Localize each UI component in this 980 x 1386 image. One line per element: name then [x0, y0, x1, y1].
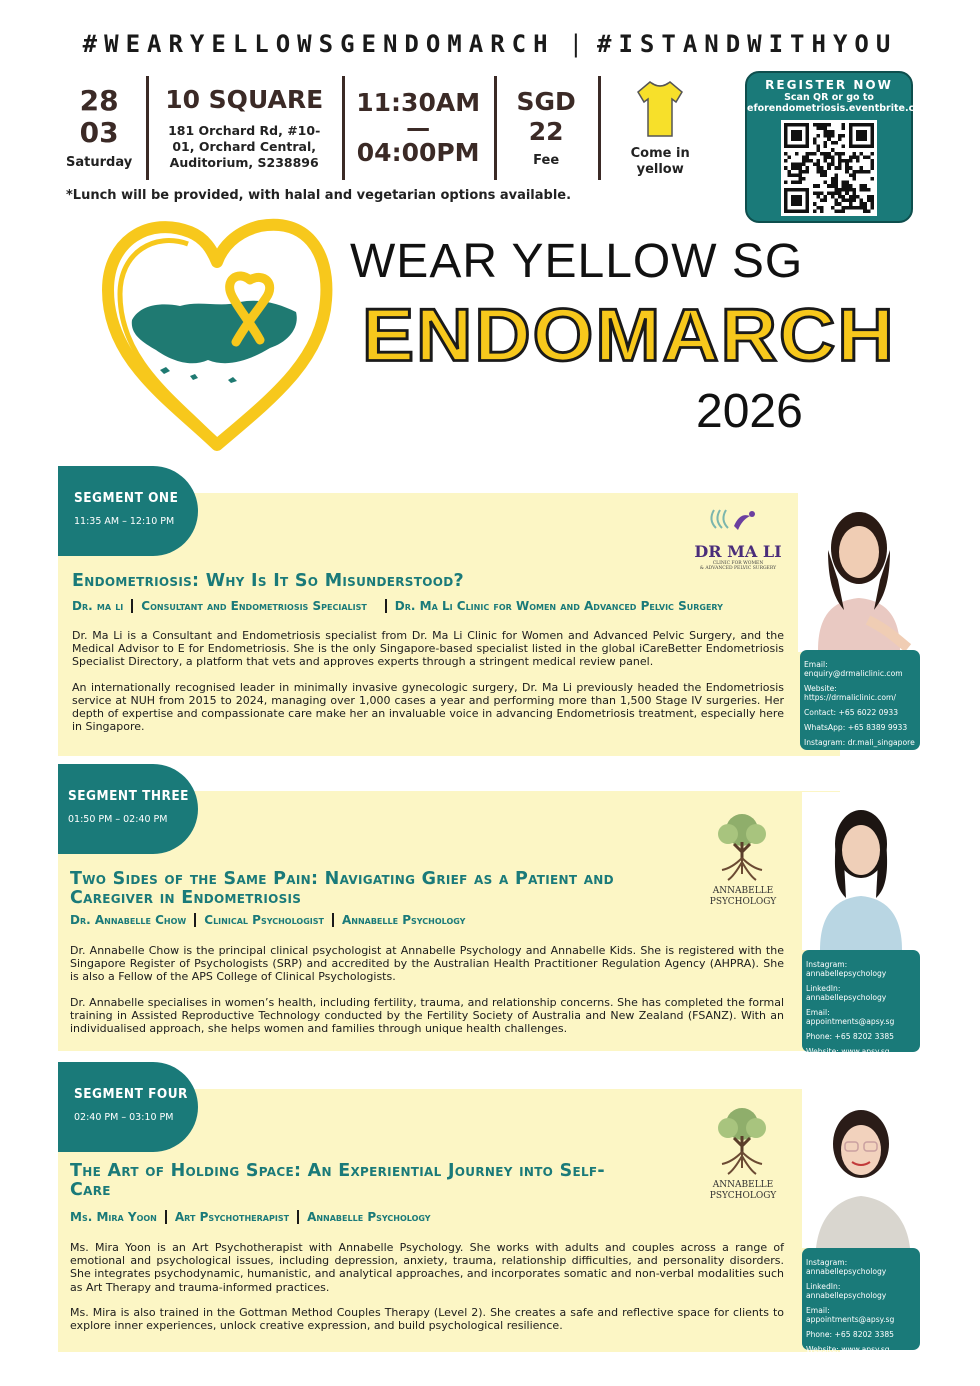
- dress-label: Come in yellow: [630, 146, 690, 177]
- title-year: 2026: [696, 385, 803, 438]
- contact-email[interactable]: Email: appointments@apsy.sg: [806, 1306, 895, 1324]
- title-wear-yellow: WEAR YELLOW SG: [350, 235, 804, 288]
- qr-code[interactable]: [781, 120, 877, 216]
- contact-email[interactable]: Email: enquiry@drmaliclinic.com: [804, 660, 903, 678]
- time-start: 11:30AM: [356, 88, 481, 117]
- speaker-bio: [70, 944, 784, 1035]
- event-day: 28: [79, 84, 119, 117]
- speaker-name: Dr. Annabelle Chow: [70, 913, 187, 927]
- speaker-name: Ms. Mira Yoon: [70, 1210, 157, 1224]
- contact-website[interactable]: Website: www.apsy.sg: [806, 1047, 890, 1056]
- tree-logo-icon: [710, 812, 774, 884]
- fee-amount: 22: [528, 117, 564, 146]
- contact-phone: Contact: +65 6022 0933: [804, 708, 899, 717]
- time-cell: [342, 74, 494, 182]
- speaker-role: Art Psychotherapist: [165, 1210, 297, 1224]
- title-endomarch: ENDOMARCH: [362, 293, 896, 377]
- speaker-role: Clinical Psychologist: [194, 913, 332, 927]
- speaker-bio: [72, 629, 784, 733]
- segment-time: 02:40 PM – 03:10 PM: [74, 1112, 174, 1123]
- segment-time: 01:50 PM – 02:40 PM: [68, 814, 168, 825]
- heart-map-ribbon-logo: [100, 210, 335, 455]
- bio-paragraph: Ms. Mira Yoon is an Art Psychotherapist with Annabelle Psychology. She works with adults and couples across a range of emotional and psychological issues, including depression, anxiety, trauma, relationship difficulties, and personality disorders. She integrates psychodynamic, humanistic, and analytical approaches, and incorporates somatic and non-verbal modalities such as Art Therapy and trauma-informed practices.: [70, 1241, 784, 1294]
- yellow-shirt-icon: [634, 78, 686, 140]
- time-dash: —: [406, 114, 431, 142]
- speaker-line: [72, 599, 731, 613]
- talk-title: Two Sides of the Same Pain: Navigating Grief as a Patient and Caregiver in Endometriosis: [70, 869, 614, 908]
- speaker-role: Consultant and Endometriosis Specialist: [131, 599, 385, 613]
- clinic-logo-name: DR MA LI: [694, 542, 782, 561]
- hashtag-separator: |: [568, 30, 584, 58]
- segment-tab: [58, 764, 198, 854]
- speaker-photo: [802, 1088, 920, 1248]
- logo-line2: PSYCHOLOGY: [709, 897, 777, 907]
- speaker-name: Dr. ma li: [72, 599, 124, 613]
- speaker-photo: [802, 792, 920, 950]
- clinic-logo-text: [688, 542, 788, 571]
- contact-website[interactable]: Website: www.apsy.sg: [806, 1345, 890, 1354]
- segment-label: SEGMENT ONE: [74, 490, 179, 506]
- bio-paragraph: Dr. Annabelle Chow is the principal clinical psychologist at Annabelle Psychology and Annabelle Kids. She is registered with the Singapore Register of Psychologists (SRP) and accredited by the Australian Health Practitioner Regulation Agency (AHPRA). She is also a Fellow of the APS College of Clinical Psychologists.: [70, 944, 784, 984]
- annabelle-logo-text: [698, 886, 788, 908]
- clinic-logo-sub2: & ADVANCED PELVIC SURGERY: [699, 566, 777, 571]
- speaker-org: Annabelle Psychology: [297, 1210, 439, 1224]
- clinic-logo-sub1: CLINIC FOR WOMEN: [712, 561, 764, 566]
- time-end: 04:00PM: [356, 138, 480, 167]
- talk-title: The Art of Holding Space: An Experiential Journey into Self-Care: [70, 1161, 605, 1200]
- venue-address: 181 Orchard Rd, #10-01, Orchard Central, Auditorium, S238896: [168, 123, 321, 170]
- register-box[interactable]: [745, 71, 931, 223]
- speaker-bio: [70, 1241, 784, 1332]
- register-url[interactable]: eforendometriosis.eventbrite.com: [747, 103, 931, 114]
- logo-line2: PSYCHOLOGY: [709, 1191, 777, 1201]
- segment-tab: [58, 1062, 198, 1152]
- hashtag-header: [0, 30, 980, 58]
- contact-instagram[interactable]: Instagram: annabellepsychology: [806, 960, 887, 978]
- hashtag-istandwithyou: #ISTANDWITHYOU: [597, 30, 898, 58]
- contact-whatsapp: WhatsApp: +65 8389 9933: [804, 723, 908, 732]
- contact-card: [800, 650, 920, 750]
- segment-label: SEGMENT THREE: [68, 788, 189, 804]
- contact-instagram[interactable]: Instagram: annabellepsychology: [806, 1258, 887, 1276]
- contact-linkedin[interactable]: LinkedIn: annabellepsychology: [806, 984, 887, 1002]
- event-weekday: Saturday: [66, 155, 133, 170]
- speaker-line: [70, 913, 473, 927]
- dr-ma-li-logo-icon: [704, 506, 764, 538]
- logo-line1: ANNABELLE: [712, 886, 774, 896]
- speaker-org: Dr. Ma Li Clinic for Women and Advanced Pelvic Surgery: [385, 599, 731, 613]
- bio-paragraph: Dr. Ma Li is a Consultant and Endometriosis specialist from Dr. Ma Li Clinic for Women and Advanced Pelvic Surgery, and the Medical Advisor to E for Endometriosis. She is the only Singapore-based specialist listed in the global iCareBetter Endometriosis Specialist Directory, a platform that vets and approves experts through a stringent medical review panel.: [72, 629, 784, 669]
- contact-card: [802, 950, 920, 1056]
- fee-currency: SGD: [516, 87, 576, 116]
- segment-three: [58, 764, 920, 1054]
- logo-line1: ANNABELLE: [712, 1180, 774, 1190]
- segment-one: [58, 466, 920, 756]
- contact-phone: Phone: +65 8202 3385: [806, 1330, 894, 1339]
- event-month: 03: [79, 116, 119, 149]
- event-info-bar: [62, 74, 722, 182]
- speaker-org: Annabelle Psychology: [332, 913, 474, 927]
- bio-paragraph: An internationally recognised leader in minimally invasive gynecologic surgery, Dr. Ma Li previously headed the Endometriosis service at NUH from 2015 to 2024, managing over 1,000 cases a year and performing more than 1,500 Stage IV surgeries. Her depth of expertise and compassionate care make her an invaluable voice in advancing Endometriosis treatment, especially here in Singapore.: [72, 680, 784, 734]
- contact-website[interactable]: Website: https://drmaliclinic.com/: [804, 684, 896, 702]
- venue-name: 10 SQUARE: [165, 85, 324, 114]
- dress-cell: [598, 74, 722, 182]
- speaker-photo: [798, 490, 920, 652]
- contact-instagram[interactable]: Instagram: dr.mali_singapore: [804, 738, 915, 747]
- tree-logo-icon: [710, 1106, 774, 1178]
- segment-label: SEGMENT FOUR: [74, 1086, 188, 1102]
- segment-tab: [58, 466, 198, 556]
- date-cell: [62, 74, 146, 182]
- contact-card: [802, 1248, 920, 1354]
- contact-email[interactable]: Email: appointments@apsy.sg: [806, 1008, 895, 1026]
- register-title: REGISTER NOW: [765, 78, 893, 92]
- bio-paragraph: Ms. Mira is also trained in the Gottman Method Couples Therapy (Level 2). She creates a safe and reflective space for clients to explore inner experiences, unlock creative expression, and build psychological resilience.: [70, 1305, 784, 1333]
- speaker-line: [70, 1210, 439, 1224]
- contact-linkedin[interactable]: LinkedIn: annabellepsychology: [806, 1282, 887, 1300]
- lunch-note: *Lunch will be provided, with halal and vegetarian options available.: [66, 188, 572, 203]
- register-instruction: Scan QR or go to: [784, 92, 874, 103]
- contact-phone: Phone: +65 8202 3385: [806, 1032, 894, 1041]
- fee-cell: [494, 74, 598, 182]
- venue-cell: [146, 74, 342, 182]
- segment-four: [58, 1062, 920, 1362]
- segment-time: 11:35 AM – 12:10 PM: [74, 516, 175, 527]
- fee-label: Fee: [533, 153, 560, 168]
- annabelle-logo-text: [698, 1180, 788, 1202]
- talk-title: Endometriosis: Why Is It So Misunderstood?: [72, 571, 464, 591]
- hashtag-endomarch: #WEARYELLOWSGENDOMARCH: [82, 30, 555, 58]
- bio-paragraph: Dr. Annabelle specialises in women’s health, including fertility, trauma, and relationship concerns. She has completed the formal training in Assisted Reproductive Technology conducted by the Fertility Society of Australia and New Zealand (FSANZ). With an individualised approach, she helps women and families through unique health challenges.: [70, 995, 784, 1036]
